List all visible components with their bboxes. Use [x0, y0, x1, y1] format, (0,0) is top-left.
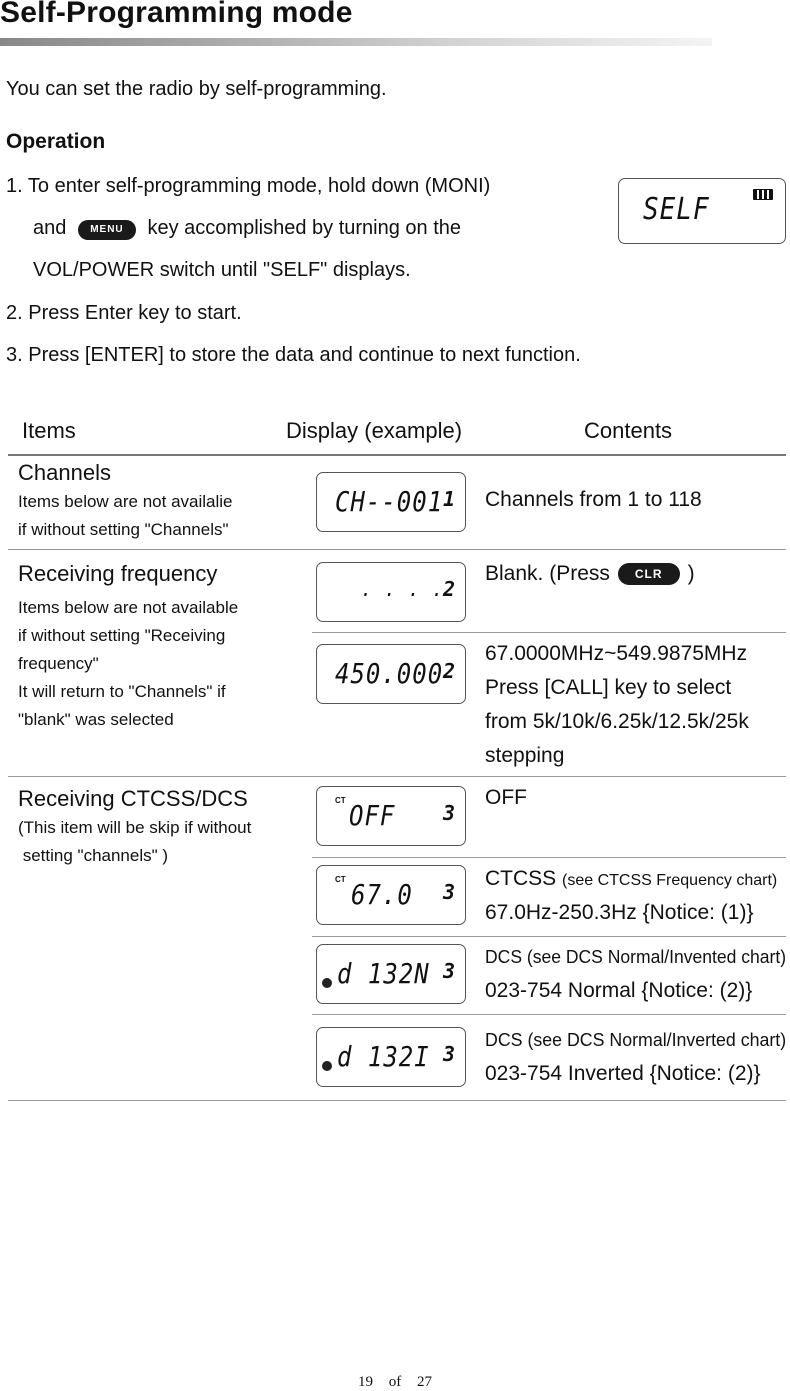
item-note: setting "channels" ) — [18, 846, 169, 865]
item-title-receiving-frequency: Receiving frequency — [18, 561, 218, 586]
row-divider — [312, 632, 786, 633]
row-divider — [312, 1014, 786, 1015]
ct-indicator: CT — [335, 796, 346, 805]
content-dcs-inverted-line-1: DCS (see DCS Normal/Inverted chart) — [485, 1030, 787, 1050]
step-number: 1. — [6, 175, 23, 197]
lcd-text: SELF — [643, 192, 710, 228]
item-note: frequency" — [18, 654, 99, 673]
page-total: 27 — [417, 1374, 432, 1390]
content-dcs-normal-line-2: 023-754 Normal {Notice: (2)} — [485, 979, 753, 1002]
lcd-ctcss-value — [316, 865, 466, 925]
content-text: CTCSS — [485, 867, 557, 890]
step-2 — [6, 302, 242, 325]
content-frequency-blank — [485, 557, 695, 591]
content-ctcss-line-2: 67.0Hz-250.3Hz {Notice: (1)} — [485, 901, 754, 924]
row-divider — [8, 776, 786, 777]
item-note: Items below are not available — [18, 598, 239, 617]
content-line: from 5k/10k/6.25k/12.5k/25k — [485, 710, 749, 733]
lcd-text: . . . . — [361, 577, 444, 602]
step-number: 2. — [6, 302, 23, 324]
lcd-number: 3 — [442, 1042, 455, 1066]
row-divider — [312, 936, 786, 937]
step-text: Press Enter key to start. — [28, 302, 242, 324]
step-number: 3. — [6, 344, 23, 366]
lcd-text: OFF — [349, 799, 396, 833]
lcd-number: 2 — [442, 577, 455, 601]
lcd-text: CH--001 — [335, 485, 444, 519]
content-channels: Channels from 1 to 118 — [485, 488, 702, 511]
step-text: and — [33, 217, 67, 239]
lcd-dcs-inverted — [316, 1027, 466, 1087]
lcd-number: 1 — [442, 487, 455, 511]
content-text: Blank. (Press — [485, 562, 610, 585]
title-underline-bar — [0, 38, 712, 46]
item-note: "blank" was selected — [18, 710, 174, 729]
lcd-text: d 132N — [337, 957, 430, 991]
header-divider — [8, 454, 786, 456]
content-dcs-inverted-line-2: 023-754 Inverted {Notice: (2)} — [485, 1062, 761, 1085]
header-items: Items — [22, 418, 76, 443]
content-text-small: (see CTCSS Frequency chart) — [562, 872, 778, 889]
lcd-text: 450.000 — [335, 657, 444, 691]
step-text: Press [ENTER] to store the data and continue to next function. — [28, 344, 581, 366]
row-divider — [312, 857, 786, 858]
lcd-text: 67.0 — [351, 878, 413, 912]
table-bottom-divider — [8, 1100, 786, 1101]
lcd-frequency-value — [316, 644, 466, 704]
content-ctcss-off: OFF — [485, 786, 527, 809]
item-note: if without setting "Receiving — [18, 626, 226, 645]
step-1-line-1 — [6, 175, 490, 198]
page-title: Self-Programming mode — [0, 0, 353, 29]
item-title-channels: Channels — [18, 460, 111, 485]
step-text: To enter self-programming mode, hold down (MONI) — [27, 175, 491, 197]
item-note: Items below are not availalie — [18, 492, 233, 511]
lcd-number: 2 — [442, 659, 455, 683]
lcd-dcs-normal — [316, 944, 466, 1004]
item-note: It will return to "Channels" if — [18, 682, 226, 701]
menu-key-icon: MENU — [78, 220, 136, 240]
lcd-number: 3 — [442, 801, 455, 825]
content-ctcss-line-1 — [485, 864, 777, 896]
header-display: Display (example) — [286, 418, 463, 443]
lcd-ctcss-off — [316, 786, 466, 846]
operation-heading: Operation — [6, 130, 106, 153]
lcd-channels — [316, 472, 466, 532]
ct-indicator: CT — [335, 875, 346, 884]
header-contents: Contents — [584, 418, 673, 443]
row-divider — [8, 549, 786, 550]
dcs-indicator-icon — [322, 1061, 332, 1071]
dcs-indicator-icon — [322, 978, 332, 988]
step-1-line-2 — [33, 217, 461, 240]
step-1-line-3: VOL/POWER switch until "SELF" displays. — [33, 259, 411, 281]
step-3 — [6, 344, 581, 367]
lcd-text: d 132I — [337, 1040, 430, 1074]
page-of-label: of — [388, 1374, 402, 1390]
item-note: if without setting "Channels" — [18, 520, 229, 539]
item-title-receiving-ctcss-dcs: Receiving CTCSS/DCS — [18, 786, 248, 811]
content-line: Press [CALL] key to select — [485, 676, 732, 699]
content-line: stepping — [485, 744, 565, 767]
item-note: (This item will be skip if without — [18, 818, 252, 837]
lcd-number: 3 — [442, 880, 455, 904]
lcd-number: 3 — [442, 959, 455, 983]
page-number: 19 — [358, 1374, 373, 1390]
battery-icon — [753, 189, 773, 200]
step-text: key accomplished by turning on the — [147, 217, 462, 239]
self-lcd-display — [618, 178, 786, 244]
clr-key-icon: CLR — [618, 563, 680, 585]
intro-text: You can set the radio by self-programming. — [6, 78, 387, 100]
lcd-frequency-blank — [316, 562, 466, 622]
content-text: ) — [687, 562, 695, 585]
content-line: 67.0000MHz~549.9875MHz — [485, 642, 748, 665]
content-dcs-normal-line-1: DCS (see DCS Normal/Invented chart) — [485, 947, 787, 967]
page-footer — [0, 1374, 790, 1391]
